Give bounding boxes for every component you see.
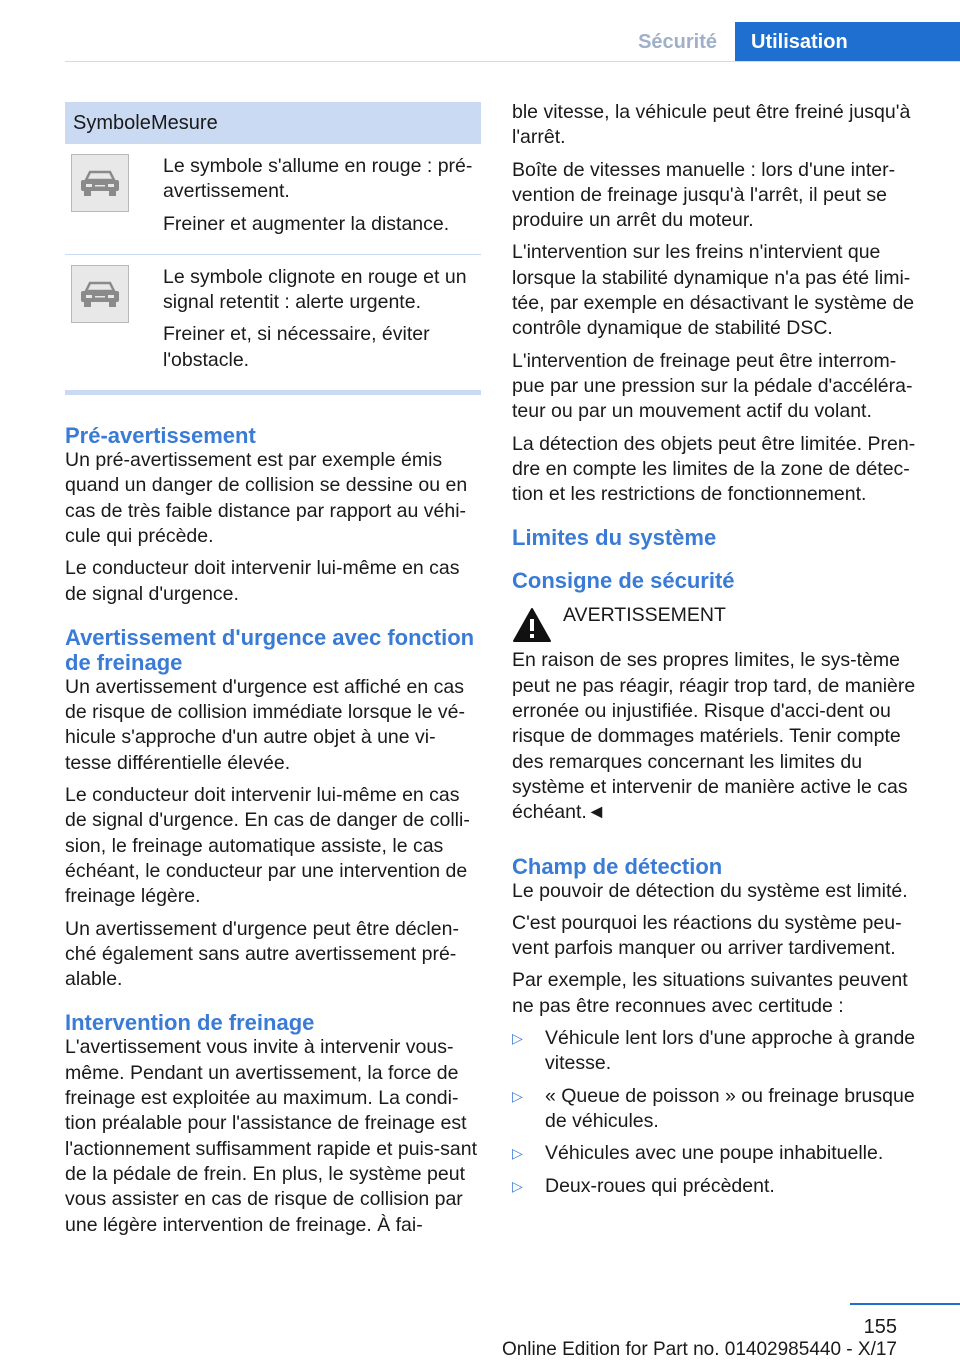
heading-avertissement-urgence: Avertissement d'urgence avec fonction de freinage [65,624,475,675]
paragraph: ble vitesse, la véhicule peut être freiné jusqu'à l'arrêt. [512,101,911,149]
paragraph: Le conducteur doit intervenir lui-même en cas de signal d'urgence. [65,557,460,605]
list-item: ▷ Deux-roues qui précèdent. [512,1174,927,1199]
warning-triangle-icon [512,607,552,648]
list-item: ▷ Véhicule lent lors d'une approche à grande vitesse. [512,1026,927,1077]
paragraph: La détection des objets peut être limitée. Pren-dre en compte les limites de la zone de détec-tion et les restrictions de fonctionnement. [512,432,916,506]
heading-intervention-freinage: Intervention de freinage [65,1010,315,1036]
tab-utilisation[interactable]: Utilisation [735,22,960,62]
list-item: ▷ Véhicules avec une poupe inhabituelle. [512,1141,927,1166]
triangle-bullet-icon: ▷ [512,1087,523,1104]
measure-text: Freiner et, si nécessaire, éviter l'obstacle. [163,323,430,371]
car-front-icon [71,265,129,323]
measure-text: Freiner et augmenter la distance. [163,212,450,235]
triangle-bullet-icon: ▷ [512,1030,523,1047]
paragraph: Un pré-avertissement est par exemple émis quand un danger de collision se dessine ou en cas de très faible distance par rapport au véhi-cule qui précède. [65,449,468,547]
footer-divider [850,1303,960,1305]
table-row [65,144,481,255]
warning-label: AVERTISSEMENT [563,604,726,627]
header-tabs [620,22,960,62]
paragraph: Un avertissement d'urgence peut être déclen-ché également sans autre avertissement pré-alable. [65,917,459,991]
paragraph: L'avertissement vous invite à intervenir vous-même. Pendant un avertissement, la force de freinage est exploitée au maximum. La condi-tion préalable pour l'assistance de freinage est l'actionnement suffisamment rapide et puis-sant de la pédale de frein. En plus, le système peut vous assister en cas de risque de collision par une légère intervention de freinage. À fai- [65,1036,477,1236]
paragraph: Boîte de vitesses manuelle : lors d'une inter-vention de freinage jusqu'à l'arrêt, il peut se produire un arrêt du moteur. [512,158,896,232]
measure-text: Le symbole clignote en rouge et un signal retentit : alerte urgente. [163,265,467,314]
table-header [65,102,481,144]
warning-block [512,603,927,648]
paragraph: L'intervention de freinage peut être interrom-pue par une pression sur la pédale d'accéléra-teur ou par un mouvement actif du volant. [512,349,913,423]
heading-pre-avertissement: Pré-avertissement [65,423,256,449]
right-column [512,100,927,1206]
warning-text: En raison de ses propres limites, le sys-tème peut ne pas réagir, réagir trop tard, de manière erronée ou injustifiée. Risque d'acci-dent ou risque de dommages matériels. Tenir compte des remarques concernant les limites du système et intervenir de manière active le cas échéant.◄ [512,649,916,824]
triangle-bullet-icon: ▷ [512,1145,523,1162]
page-number: 155 [863,1316,897,1338]
list-item: ▷ « Queue de poisson » ou freinage brusque de véhicules. [512,1084,927,1135]
col-measure-header: Mesure [151,111,218,134]
paragraph: Un avertissement d'urgence est affiché en cas de risque de collision immédiate lorsque le vé-hicule s'approche d'un autre objet à une vi-tesse différentielle élevée. [65,675,465,774]
heading-consigne-securite: Consigne de sécurité [512,568,735,594]
table-row [65,255,481,395]
car-front-icon [71,154,129,212]
paragraph: Le pouvoir de détection du système est limité. [512,879,908,902]
col-symbol-header: Symbole [73,111,151,134]
measure-text: Le symbole s'allume en rouge : pré-avertissement. [163,155,473,203]
heading-limites-systeme: Limites du système [512,525,717,551]
heading-champ-detection: Champ de détection [512,853,723,879]
paragraph: C'est pourquoi les réactions du système peu-vent parfois manquer ou arriver tardivement. [512,911,902,960]
header-divider [65,61,960,62]
paragraph: Le conducteur doit intervenir lui-même en cas de signal d'urgence. En cas de danger de colli-sion, le freinage automatique assiste, le cas échéant, le conducteur par une intervention de freinage légère. [65,784,470,908]
paragraph: L'intervention sur les freins n'intervient que lorsque la stabilité dynamique n'a pas été limi-tée, par exemple en désactivant le système de contrôle dynamique de stabilité DSC. [512,241,915,340]
edition-note: Online Edition for Part no. 01402985440 - X/17 [501,1339,897,1360]
triangle-bullet-icon: ▷ [512,1177,523,1194]
symbol-table [65,102,481,395]
left-column [65,102,481,1245]
tab-securite[interactable]: Sécurité [638,31,717,53]
paragraph: Par exemple, les situations suivantes peuvent ne pas être reconnues avec certitude : [512,969,908,1017]
bullet-list [512,1026,927,1199]
